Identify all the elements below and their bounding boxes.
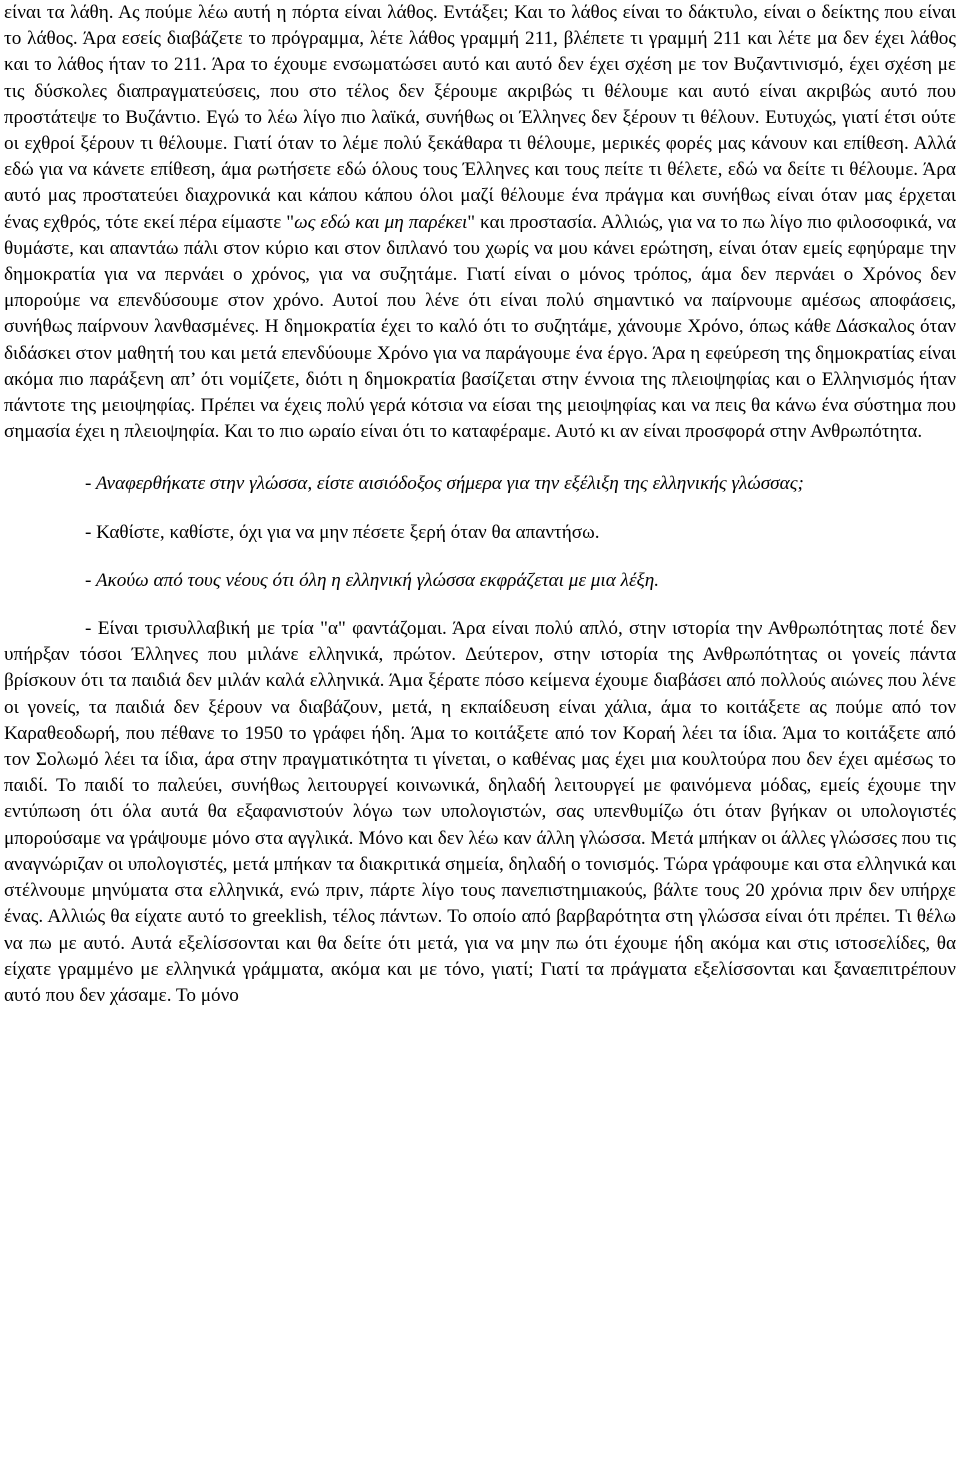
answer-text: - Είναι τρισυλλαβική με τρία "α" φαντάζομαι. Άρα είναι πολύ απλό, στην ιστορία την Ανθρωπότητας ποτέ δεν υπήρξαν τόσοι Έλληνες που μιλάνε ελληνικά, πρώτον. Δεύτερον, στην ιστορία της Ανθρωπότητας οι γονείς πάντα βρίσκουν ότι τα παιδιά δεν μιλάν καλά ελληνικά. Άμα ξέρατε πόσο κείμενα έχουμε διαβάσει από πολλούς αιώνες που λένε οι γονείς, τα παιδιά δεν ξέρουν να διαβάζουν, μετά, η εκπαίδευση είναι χάλια, άμα το κοιτάξετε ας πούμε από τον Καραθεοδωρή, που πέθανε το 1950 το γράφει ήδη. Άμα το κοιτάξετε από τον Κοραή λέει τα ίδια. Άμα το κοιτάξετε από τον Σολωμό λέει τα ίδια, άρα στην πραγματικότητα τι γίνεται, ο καθένας μας έχει μια κουλτούρα που δεν έχει αμέσως το παιδί. Το παιδί το παλεύει, συνήθως λειτουργεί κοινωνικά, δηλαδή λειτουργεί με φαινόμενα μόδας, εμείς έχουμε την εντύπωση ότι όλα αυτά θα εξαφανιστούν λόγω των υπολογιστών, σας υπενθυμίζω ότι όταν βγήκαν οι υπολογιστές μπορούσαμε να γράψουμε μόνο στα αγγλικά. Μόνο και δεν λέω καν άλλη γλώσσα. Μετά μπήκαν οι άλλες γλώσσες που τις αναγνώριζαν οι υπολογιστές, μετά μπήκαν τα διακριτικά σημεία, δηλαδή ο τονισμός. Τώρα γράφουμε και στα ελληνικά και στέλνουμε μηνύματα στα ελληνικά, ενώ πριν, πάρτε λίγο τους πανεπιστημιακούς, βάλτε τους 20 χρόνια πριν δεν υπήρχε ένας. Αλλιώς θα είχατε αυτό το greeklish, τέλος πάντων. Το οποίο από βαρβαρότητα στη γλώσσα είναι ότι πρέπει. Τι θέλω να πω με αυτό. Αυτά εξελίσσονται και θα δείτε ότι μετά, για να μην πω ότι έχουμε ήδη ακόμα και στις ιστοσελίδες, θα είχατε γραμμένο με ελληνικά γράμματα, ακόμα και με τόνο, γιατί; Γιατί τα πράγματα εξελίσσονται και ξαναεπιτρέπουν αυτό που δεν χάσαμε. Το μόνο [4, 618, 956, 1006]
document-page [4, 0, 956, 1009]
interview-question [4, 471, 956, 497]
body-paragraph [4, 0, 956, 445]
interview-question [4, 568, 956, 594]
paragraph-text: είναι τα λάθη. Ας πούμε λέω αυτή η πόρτα είναι λάθος. Εντάξει; Και το λάθος είναι το δάκτυλο, είναι ο δείκτης που είναι το λάθος. Άρα εσείς διαβάζετε το πρόγραμμα, λέτε λάθος γραμμή 211, βλέπετε τι γραμμή 211 και λέτε μα δεν έχει λάθος και το λάθος ήταν το 211. Άρα το έχουμε ενσωματώσει αυτό και αυτό δεν έχει σχέση με τον Βυζαντινισμό, έχει σχέση με τις δύσκολες διαπραγματεύσεις, που στο τέλος δεν ξέρουμε ακριβώς τι θέλουμε και αυτό είναι ακριβώς αυτό που προστάτεψε το Βυζάντιο. Εγώ το λέω λίγο πιο λαϊκά, συνήθως οι Έλληνες δεν ξέρουν τι θέλουν. Ευτυχώς, γιατί έτσι ούτε οι εχθροί ξέρουν τι θέλουμε. Γιατί όταν το λέμε πολύ ξεκάθαρα τι θέλουμε, μερικές φορές μας κάνουν και επίθεση. Αλλά εδώ για να κάνετε επίθεση, άμα ρωτήσετε εδώ όλους τους Έλληνες και τους πείτε τι θέλετε, εδώ να δείτε τι θέλουμε. Άρα αυτό μας προστατεύει διαχρονικά και κάπου κάπου όλοι μαζί θέλουμε ένα πράγμα και συνήθως είναι όταν μας έρχεται ένας εχθρός, τότε εκεί πέρα είμαστε " [4, 2, 956, 233]
paragraph-text: " και προστασία. Αλλιώς, για να το πω λίγο πιο φιλοσοφικά, να θυμάστε, και απαντάω πάλι στον κύριο και στον διπλανό του χωρίς να μου κάνει ερώτηση, είναι όταν εμείς εφηύραμε την δημοκρατία για να περνάει ο χρόνος, για να συζητάμε. Γιατί είναι ο μόνος τρόπος, άμα δεν περνάει ο Χρόνος δεν μπορούμε να επενδύσουμε στον χρόνο. Αυτοί που λένε ότι είναι πολύ σημαντικό να παίρνουμε αμέσως αποφάσεις, συνήθως παίρνουν λανθασμένες. Η δημοκρατία έχει το καλό ότι το συζητάμε, χάνουμε Χρόνο, όπως κάθε Δάσκαλος όταν διδάσκει στον μαθητή του και μετά επενδύουμε Χρόνο για να παράγουμε ένα έργο. Άρα η εφεύρεση της δημοκρατίας είναι ακόμα πιο παράξενη απ’ ότι νομίζετε, διότι η δημοκρατία βασίζεται στην έννοια της πλειοψηφίας και ο Ελληνισμός ήταν πάντοτε της μειοψηφίας. Πρέπει να έχεις πολύ γερά κότσια να είσαι της μειοψηφίας και να πεις θα κάνω ένα σύστημα που σημασία έχει η πλειοψηφία. Και το πιο ωραίο είναι ότι το καταφέραμε. Αυτό κι αν είναι προσφορά στην Ανθρωπότητα. [4, 211, 956, 443]
interview-answer [4, 520, 956, 546]
question-text: - Ακούω από τους νέους ότι όλη η ελληνική γλώσσα εκφράζεται με μια λέξη. [85, 569, 660, 591]
interview-answer [4, 616, 956, 1009]
question-text: - Αναφερθήκατε στην γλώσσα, είστε αισιόδοξος σήμερα για την εξέλιξη της ελληνικής γλώσσας; [85, 473, 804, 495]
answer-text: - Καθίστε, καθίστε, όχι για να μην πέσετε ξερή όταν θα απαντήσω. [85, 521, 600, 543]
italic-quote: ως εδώ και μη παρέκει [294, 211, 468, 233]
